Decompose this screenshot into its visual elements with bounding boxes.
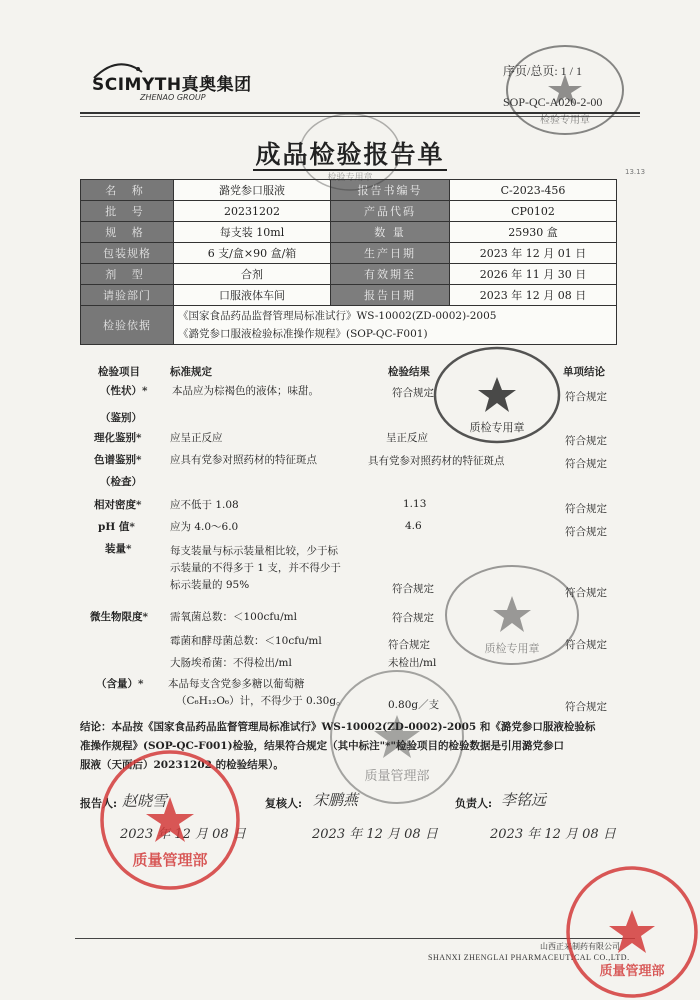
item-standard: 应不低于 1.08: [170, 499, 239, 511]
info-label: 有效期至: [331, 264, 450, 285]
inspection-stamp-icon: [500, 40, 630, 140]
item-result: 符合规定: [392, 387, 434, 399]
info-value: 2026 年 11 月 30 日: [450, 264, 617, 285]
item-label: 装量*: [105, 543, 132, 555]
info-label: 数 量: [331, 222, 450, 243]
reporter-label: 报告人:: [80, 797, 118, 810]
reporter-date: 2023 年 12 月 08 日: [120, 827, 246, 842]
item-result: 符合规定: [388, 639, 430, 651]
logo-sub: ZHENAO GROUP: [140, 93, 206, 102]
footer-company-cn: 山西正来制药有限公司: [540, 942, 620, 951]
item-result: 符合规定: [392, 612, 434, 624]
item-label: 色谱鉴别*: [94, 454, 142, 466]
page-title: 成品检验报告单: [255, 140, 445, 169]
section-label: （鉴别）: [100, 412, 142, 424]
item-conclusion: 符合规定: [565, 587, 607, 599]
inspection-stamp-icon: [295, 110, 405, 195]
item-standard-line: 标示装量的 95%: [170, 579, 250, 591]
col-header-item: 检验项目: [98, 366, 140, 378]
item-standard: 需氧菌总数：＜100cfu/ml: [170, 611, 297, 623]
item-conclusion: 符合规定: [565, 458, 607, 470]
logo-arc-icon: [92, 60, 144, 80]
basis-value: [174, 306, 617, 345]
basis-row: [81, 306, 617, 345]
conclusion-line-2: 准操作规程》(SOP-QC-F001)检验，结果符合规定（其中标注"*"检验项目的检验数据是引用潞党参口: [80, 740, 565, 752]
info-label: 批 号: [81, 201, 174, 222]
quality-stamp-icon: [430, 343, 565, 448]
responsible-signature: 李铭远: [501, 791, 547, 809]
info-row: [81, 201, 617, 222]
reporter-signature: 赵晓雪: [122, 792, 168, 810]
item-standard: 大肠埃希菌：不得检出/ml: [170, 657, 292, 669]
footer-rule: [75, 938, 635, 939]
info-row: [81, 222, 617, 243]
item-label: pH 值*: [98, 521, 135, 533]
item-label: （性状）*: [100, 385, 148, 397]
item-result: 呈正反应: [386, 432, 428, 444]
info-label: 规 格: [81, 222, 174, 243]
item-standard-line: （C₆H₁₂O₆）计，不得少于 0.30g。: [176, 695, 347, 707]
corner-mark: 13.13: [625, 168, 646, 176]
quality-stamp-icon: [440, 560, 585, 670]
info-label: 包装规格: [81, 243, 174, 264]
logo-name: SCIMYTH真奥集团: [92, 75, 252, 95]
item-conclusion: 符合规定: [565, 391, 607, 403]
item-result: 符合规定: [392, 583, 434, 595]
stamp-text: 质检专用章: [469, 421, 525, 434]
info-row: [81, 243, 617, 264]
item-result: 4.6: [405, 520, 422, 532]
info-value: 口服液体车间: [174, 285, 331, 306]
item-standard: 应呈正反应: [170, 432, 223, 444]
info-label: 生产日期: [331, 243, 450, 264]
item-standard: 霉菌和酵母菌总数：＜10cfu/ml: [170, 635, 322, 647]
info-value: 潞党参口服液: [174, 180, 331, 201]
item-conclusion: 符合规定: [565, 526, 607, 538]
item-result: 0.80g／支: [388, 699, 440, 711]
responsible-label: 负责人:: [455, 797, 493, 810]
info-label: 请验部门: [81, 285, 174, 306]
info-label: 报告书编号: [331, 180, 450, 201]
reviewer-signature: 宋鹏燕: [313, 791, 359, 809]
basis-line-1: 《国家食品药品监督管理局标准试行》WS-10002(ZD-0002)-2005: [178, 310, 497, 322]
basis-line-2: 《潞党参口服液检验标准操作规程》(SOP-QC-F001): [178, 328, 428, 340]
info-value: 合剂: [174, 264, 331, 285]
conclusion-line-3: 服液（天面后）20231202 的检验结果）。: [80, 759, 284, 771]
info-value: 20231202: [174, 201, 331, 222]
responsible-date: 2023 年 12 月 08 日: [490, 827, 616, 842]
stamp-text: 质量管理部: [364, 769, 430, 784]
reviewer-date: 2023 年 12 月 08 日: [312, 827, 438, 842]
quality-dept-stamp-icon: [560, 860, 700, 1000]
item-label: 微生物限度*: [90, 611, 148, 623]
info-row: [81, 264, 617, 285]
info-value: 6 支/盒×90 盒/箱: [174, 243, 331, 264]
item-label: （含量）*: [96, 678, 144, 690]
stamp-text: 检验专用章: [540, 115, 590, 126]
item-standard-line: 每支装量与标示装量相比较，少于标: [170, 545, 338, 557]
col-header-std: 标准规定: [170, 366, 212, 378]
info-label: 报告日期: [331, 285, 450, 306]
stamp-text: 检验专用章: [327, 173, 373, 183]
item-standard-line: 本品每支含党参多糖以葡萄糖: [168, 678, 305, 690]
item-conclusion: 符合规定: [565, 503, 607, 515]
section-label: （检查）: [100, 476, 142, 488]
item-result: 1.13: [403, 498, 427, 510]
info-value: 2023 年 12 月 01 日: [450, 243, 617, 264]
item-conclusion: 符合规定: [565, 701, 607, 713]
info-value: 每支装 10ml: [174, 222, 331, 243]
company-logo: [92, 70, 252, 102]
stamp-text: 质量管理部: [132, 851, 208, 869]
basis-label: 检验依据: [81, 306, 174, 345]
conclusion-line-1: 结论：本品按《国家食品药品监督管理局标准试行》WS-10002(ZD-0002)-2005 和《潞党参口服液检验标: [80, 721, 596, 733]
quality-dept-stamp-icon: [95, 745, 245, 895]
info-row: [81, 285, 617, 306]
footer-company-en: SHANXI ZHENGLAI PHARMACEUTICAL CO.,LTD.: [428, 953, 630, 962]
stamp-text: 质检专用章: [484, 642, 540, 655]
item-conclusion: 符合规定: [565, 435, 607, 447]
doc-code: SOP-QC-A020-2-00: [503, 95, 603, 109]
stamp-text: 质量管理部: [599, 964, 665, 979]
item-conclusion: 符合规定: [565, 639, 607, 651]
item-label: 相对密度*: [94, 499, 142, 511]
item-standard: 应为 4.0～6.0: [170, 521, 239, 533]
info-table: [80, 179, 617, 345]
info-value: 25930 盒: [450, 222, 617, 243]
item-label: 理化鉴别*: [94, 432, 142, 444]
item-result: 未检出/ml: [388, 657, 437, 669]
info-label: 剂 型: [81, 264, 174, 285]
quality-dept-stamp-icon: [325, 665, 470, 810]
info-value: C-2023-456: [450, 180, 617, 201]
item-standard: 本品应为棕褐色的液体；味甜。: [172, 385, 319, 397]
info-value: CP0102: [450, 201, 617, 222]
info-value: 2023 年 12 月 08 日: [450, 285, 617, 306]
info-label: 产品代码: [331, 201, 450, 222]
col-header-result: 检验结果: [388, 366, 430, 378]
reviewer-label: 复核人:: [265, 797, 303, 810]
col-header-concl: 单项结论: [563, 366, 605, 378]
item-result: 具有党参对照药材的特征斑点: [368, 455, 505, 467]
item-standard-line: 示装量的不得多于 1 支，并不得少于: [170, 562, 341, 574]
page-number: 序页/总页: 1 / 1: [503, 64, 583, 78]
item-standard: 应具有党参对照药材的特征斑点: [170, 454, 317, 466]
info-label: 名 称: [81, 180, 174, 201]
